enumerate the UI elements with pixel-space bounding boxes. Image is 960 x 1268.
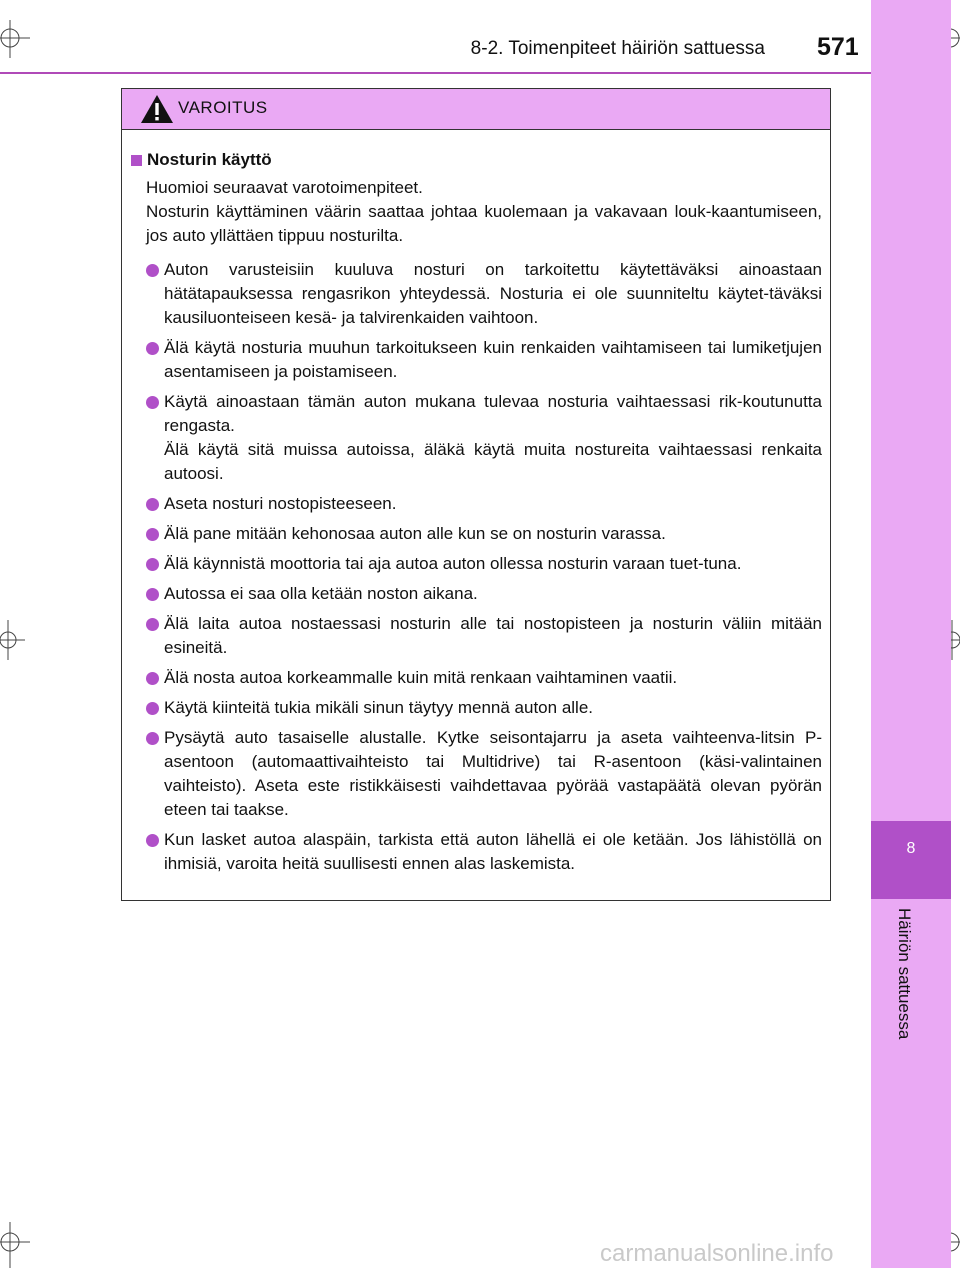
list-item-text: Käytä kiinteitä tukia mikäli sinun täytyy mennä auton alle.: [164, 698, 594, 717]
warning-title: VAROITUS: [178, 98, 268, 117]
list-item: [130, 582, 822, 606]
list-item-text: Auton varusteisiin kuuluva nosturi on tarkoitettu käytettäväksi ainoastaan hätätapauksessa rengasrikon yhteydessä. Nosturia ei ole suunniteltu käytet-täväksi kausiluonteiseen kesä- ja talvirenkaiden vaihtoon.: [164, 260, 822, 327]
list-item: [130, 258, 822, 330]
chapter-side-tab: [871, 0, 951, 1268]
warning-header: [122, 89, 830, 130]
bullet-dot-icon: [146, 264, 159, 277]
list-item-text: Kun lasket autoa alaspäin, tarkista että auton lähellä ei ole ketään. Jos lähistöllä on ihmisiä, varoita heitä suullisesti ennen alas laskemista.: [164, 830, 822, 873]
section-title: 8-2. Toimenpiteet häiriön sattuessa: [470, 38, 765, 59]
bullet-dot-icon: [146, 834, 159, 847]
list-item: [130, 492, 822, 516]
chapter-number: 8: [906, 840, 916, 857]
list-item: [130, 666, 822, 690]
list-item: [130, 726, 822, 822]
list-item: [130, 828, 822, 876]
list-item-text: Älä nosta autoa korkeammalle kuin mitä renkaan vaihtaminen vaatii.: [164, 668, 678, 687]
list-item: [130, 612, 822, 660]
warning-triangle-icon: [140, 94, 174, 124]
crop-mark-mid-left: [0, 610, 40, 670]
crop-mark-top-left: [0, 0, 60, 60]
watermark: carmanualsonline.info: [600, 1240, 834, 1267]
warning-box: [121, 88, 831, 901]
list-item-text: Älä pane mitään kehonosaa auton alle kun se on nosturin varassa.: [164, 524, 666, 543]
bullet-dot-icon: [146, 498, 159, 511]
chapter-number-box: [871, 821, 951, 899]
bullet-dot-icon: [146, 396, 159, 409]
bullet-dot-icon: [146, 672, 159, 685]
bullet-dot-icon: [146, 342, 159, 355]
intro-paragraph: [130, 176, 822, 248]
subheading-text: Nosturin käyttö: [147, 150, 272, 169]
intro-line: Huomioi seuraavat varotoimenpiteet.: [146, 178, 423, 197]
bullet-dot-icon: [146, 558, 159, 571]
list-item-text: Älä käytä sitä muissa autoissa, äläkä käytä muita nostureita vaihtaessasi renkaita autoosi.: [164, 440, 822, 483]
list-item-text: Älä laita autoa nostaessasi nosturin alle tai nostopisteen ja nosturin väliin mitään esineitä.: [164, 614, 822, 657]
bullet-dot-icon: [146, 732, 159, 745]
warning-body: [122, 130, 830, 876]
bullet-dot-icon: [146, 702, 159, 715]
subheading: [130, 150, 822, 170]
page-number: 571: [817, 33, 859, 61]
list-item-text: Autossa ei saa olla ketään noston aikana.: [164, 584, 478, 603]
list-item: [130, 390, 822, 486]
list-item: [130, 552, 822, 576]
bullet-dot-icon: [146, 588, 159, 601]
chapter-label: Häiriön sattuessa: [895, 908, 914, 1040]
list-item: [130, 696, 822, 720]
list-item: [130, 522, 822, 546]
intro-line: Nosturin käyttäminen väärin saattaa johtaa kuolemaan ja vakavaan louk-kaantumiseen, jos auto yllättäen tippuu nosturilta.: [146, 202, 822, 245]
list-item-text: Älä käynnistä moottoria tai aja autoa auton ollessa nosturin varaan tuet-tuna.: [164, 554, 742, 573]
square-bullet-icon: [131, 155, 142, 166]
list-item-text: Käytä ainoastaan tämän auton mukana tulevaa nosturia vaihtaessasi rik-koutunutta rengasta.: [164, 392, 822, 435]
crop-mark-bottom-left: [0, 1208, 60, 1268]
warning-list: [130, 258, 822, 876]
list-item: [130, 336, 822, 384]
bullet-dot-icon: [146, 528, 159, 541]
header-rule: [0, 72, 871, 74]
list-item-text: Aseta nosturi nostopisteeseen.: [164, 494, 397, 513]
list-item-text: Älä käytä nosturia muuhun tarkoitukseen kuin renkaiden vaihtamiseen tai lumiketjujen asentamiseen ja poistamiseen.: [164, 338, 822, 381]
list-item-text: Pysäytä auto tasaiselle alustalle. Kytke seisontajarru ja aseta vaihteenva-litsin P-asentoon (automaattivaihteisto tai Multidrive) tai R-asentoon (käsi-valintainen vaihteisto). Aseta este ristikkäisesti vaihdettavaa pyörää vastapäätä olevan pyörän eteen tai taakse.: [164, 728, 822, 819]
bullet-dot-icon: [146, 618, 159, 631]
